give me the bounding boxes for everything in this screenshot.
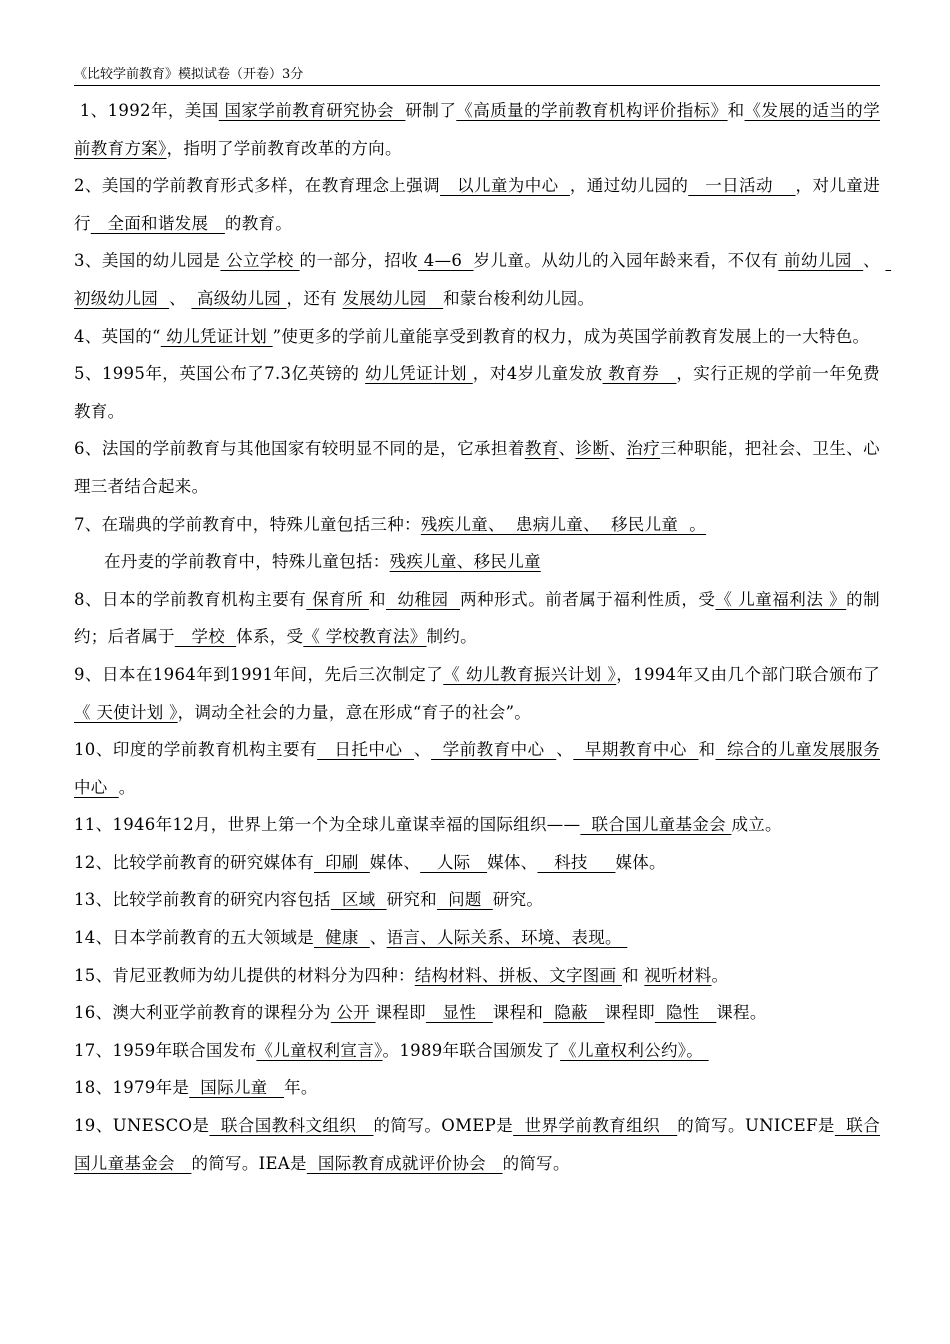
- answer-blank: 联合国儿童基金会: [74, 1116, 880, 1173]
- answer-blank: 《发展的适当的学前教育方案》: [74, 101, 881, 158]
- answer-blank: 全面和谐发展: [90, 213, 225, 233]
- answer-blank: 国际教育成就评价协会: [306, 1153, 503, 1173]
- question-item: [74, 581, 880, 656]
- question-text: 17、1959年联合国发布: [74, 1040, 257, 1060]
- question-text: 研制了: [405, 101, 457, 120]
- question-item: [74, 656, 880, 731]
- question-text: 成立。: [731, 815, 782, 835]
- answer-blank: 早期教育中心: [573, 740, 699, 760]
- question-text: 。: [711, 965, 729, 985]
- question-item: [74, 806, 880, 844]
- answer-blank: 公立学校: [220, 251, 300, 271]
- question-text: 。1989年联合国颁发了: [382, 1040, 561, 1060]
- answer-blank: 教育: [524, 439, 559, 459]
- question-text: 和: [621, 965, 645, 985]
- answer-blank: 学前教育中心: [431, 740, 557, 760]
- question-text: 5、1995年，英国公布了7.3亿英镑的: [74, 364, 366, 384]
- question-text: 、: [609, 439, 627, 459]
- question-text: 媒体、: [487, 852, 538, 872]
- question-text: 和: [727, 101, 745, 120]
- question-text: ，实行正规的学前一年免费教育。: [74, 364, 880, 421]
- question-text: 的简写。: [502, 1153, 570, 1173]
- question-item: [74, 355, 880, 430]
- page-header: 《比较学前教育》模拟试卷（开卷）3分: [74, 66, 880, 86]
- question-text: 10、印度的学前教育机构主要有: [74, 740, 318, 760]
- answer-blank: 幼儿凭证计划: [160, 326, 273, 346]
- question-text: 制约。: [426, 627, 477, 647]
- question-list: [74, 92, 892, 1182]
- answer-blank: 《儿童权利宣言》: [256, 1040, 383, 1060]
- question-text: 4、英国的“: [74, 326, 161, 346]
- question-text: 、: [414, 740, 432, 760]
- answer-blank: 《 幼儿教育振兴计划 》: [443, 664, 617, 684]
- question-text: ，指明了学前教育改革的方向。: [166, 138, 402, 158]
- question-text: 6、法国的学前教育与其他国家有较明显不同的是，它承担着: [74, 439, 525, 459]
- question-item: [74, 731, 880, 806]
- question-item: [74, 242, 892, 317]
- question-text: 、: [169, 288, 192, 308]
- answer-blank: 人际: [420, 852, 488, 872]
- question-text: 3、美国的幼儿园是: [74, 251, 221, 271]
- question-text: 。: [118, 777, 136, 797]
- question-text: 和蒙台梭利幼儿园。: [443, 288, 595, 308]
- answer-blank: 治疗: [626, 439, 661, 459]
- question-text: 11、1946年12月，世界上第一个为全球儿童谋幸福的国际组织——: [74, 815, 581, 835]
- question-text: 、: [556, 740, 574, 760]
- answer-blank: 国家学前教育研究协会: [218, 101, 406, 120]
- answer-blank: 国际儿童: [189, 1078, 285, 1098]
- question-text: 和: [698, 740, 716, 760]
- answer-blank: 印刷: [314, 852, 370, 872]
- answer-blank: 健康: [314, 928, 370, 948]
- question-text: 7、在瑞典的学前教育中，特殊儿童包括三种：: [74, 514, 421, 534]
- answer-blank: 学校: [174, 627, 237, 647]
- question-item: [74, 167, 880, 242]
- question-text: 16、澳大利亚学前教育的课程分为: [74, 1003, 331, 1023]
- question-item: [74, 506, 880, 544]
- answer-blank: 幼儿凭证计划: [365, 364, 473, 384]
- answer-blank: 保育所: [306, 589, 369, 609]
- question-text: 2、美国的学前教育形式多样，在教育理念上强调: [74, 176, 441, 196]
- answer-blank: 以儿童为中心: [440, 176, 570, 196]
- question-text: 12、比较学前教育的研究媒体有: [74, 852, 314, 872]
- question-text: 、: [863, 251, 886, 271]
- answer-blank: 《 学校教育法》: [303, 627, 427, 647]
- question-text: 的一部分，招收: [299, 251, 419, 271]
- question-text: 和: [368, 589, 386, 609]
- question-text: 年。: [284, 1078, 318, 1098]
- question-text: ，还有: [286, 288, 343, 308]
- answer-blank: 联合国教科文组织: [209, 1116, 374, 1136]
- question-text: 在丹麦的学前教育中，特殊儿童包括：: [104, 552, 390, 572]
- question-text: 18、1979年是: [74, 1078, 190, 1098]
- answer-blank: 残疾儿童、移民儿童: [389, 552, 541, 572]
- question-item: [74, 957, 880, 995]
- question-text: 13、比较学前教育的研究内容包括: [74, 890, 331, 910]
- question-text: 9、日本在1964年到1991年间，先后三次制定了: [74, 664, 444, 684]
- answer-blank: 《 儿童福利法 》: [715, 589, 847, 609]
- answer-blank: 教育券: [602, 364, 677, 384]
- answer-blank: 诊断: [575, 439, 610, 459]
- answer-blank: 世界学前教育组织: [513, 1116, 678, 1136]
- answer-blank: 区域: [330, 890, 387, 910]
- question-item: [74, 318, 880, 356]
- answer-blank: 《高质量的学前教育机构评价指标》: [456, 101, 728, 120]
- question-text: ，1994年又由几个部门联合颁布了: [616, 664, 881, 684]
- question-text: ，对4岁儿童发放: [472, 364, 603, 384]
- answer-blank: 视听材料: [644, 965, 712, 985]
- question-text: 、: [558, 439, 576, 459]
- question-text: 课程。: [716, 1003, 767, 1023]
- answer-blank: 科技: [537, 852, 616, 872]
- question-text: 1、1992年，美国: [74, 101, 219, 120]
- question-text: 研究和: [386, 890, 437, 910]
- answer-blank: 残疾儿童、 患病儿童、 移民儿童 。: [420, 514, 707, 534]
- answer-blank: 隐蔽: [543, 1003, 605, 1023]
- answer-blank: 联合国儿童基金会: [580, 815, 732, 835]
- answer-blank: 综合的儿童发展服务中心: [74, 740, 880, 797]
- question-text: 的简写。IEA是: [191, 1153, 307, 1173]
- question-text: 课程即: [375, 1003, 426, 1023]
- question-text: 15、肯尼亚教师为幼儿提供的材料分为四种：: [74, 965, 415, 985]
- question-text: 课程即: [604, 1003, 655, 1023]
- question-text: 的制约；后者属于: [74, 589, 880, 647]
- question-item: [74, 543, 880, 581]
- answer-blank: 一日活动: [688, 176, 796, 196]
- answer-blank: 4—6: [418, 251, 474, 271]
- question-item: [74, 881, 880, 919]
- question-text: 19、UNESCO是: [74, 1116, 210, 1136]
- answer-blank: 前幼儿园: [778, 251, 864, 271]
- answer-blank: 《 天使计划 》: [74, 702, 178, 722]
- answer-blank: 幼稚园: [385, 589, 461, 609]
- answer-blank: 高级幼儿园: [191, 288, 287, 308]
- question-text: 的简写。UNICEF是: [677, 1116, 835, 1136]
- answer-blank: 结构材料、拼板、文字图画: [414, 965, 622, 985]
- question-text: ，调动全社会的力量，意在形成“育子的社会”。: [177, 702, 532, 722]
- question-item: [74, 92, 880, 167]
- answer-blank: 语言、人际关系、环境、表现。: [386, 928, 628, 948]
- question-text: 、: [369, 928, 387, 948]
- question-text: 14、日本学前教育的五大领域是: [74, 928, 314, 948]
- question-text: 研究。: [492, 890, 544, 910]
- question-item: [74, 430, 880, 505]
- question-item: [74, 919, 880, 957]
- question-text: 课程和: [492, 1003, 544, 1023]
- question-text: 媒体。: [615, 852, 666, 872]
- answer-blank: 显性: [425, 1003, 493, 1023]
- answer-blank: 发展幼儿园: [342, 288, 444, 308]
- question-text: 媒体、: [369, 852, 421, 872]
- question-item: [74, 1107, 880, 1182]
- question-item: [74, 844, 880, 882]
- question-text: 的简写。OMEP是: [373, 1116, 514, 1136]
- question-text: ，通过幼儿园的: [569, 176, 689, 196]
- answer-blank: 公开: [330, 1003, 376, 1023]
- question-text: 8、日本的学前教育机构主要有: [74, 589, 307, 609]
- question-text: 三种职能，把社会、卫生、心理三者结合起来。: [74, 439, 880, 496]
- question-text: ，对儿童进行: [74, 176, 881, 233]
- question-text: ”使更多的学前儿童能享受到教育的权力，成为英国学前教育发展上的一大特色。: [272, 326, 870, 346]
- answer-blank: 《儿童权利公约》。: [560, 1040, 709, 1060]
- question-text: 两种形式。前者属于福利性质，受: [460, 589, 716, 609]
- question-text: 体系，受: [236, 627, 304, 647]
- answer-blank: 初级幼儿园: [74, 251, 892, 308]
- question-item: [74, 994, 880, 1032]
- question-text: 的教育。: [224, 213, 293, 233]
- answer-blank: 日托中心: [317, 740, 415, 760]
- question-item: [74, 1032, 880, 1070]
- question-item: [74, 1069, 880, 1107]
- answer-blank: 问题: [436, 890, 493, 910]
- question-text: 岁儿童。从幼儿的入园年龄来看，不仅有: [473, 251, 779, 271]
- answer-blank: 隐性: [654, 1003, 717, 1023]
